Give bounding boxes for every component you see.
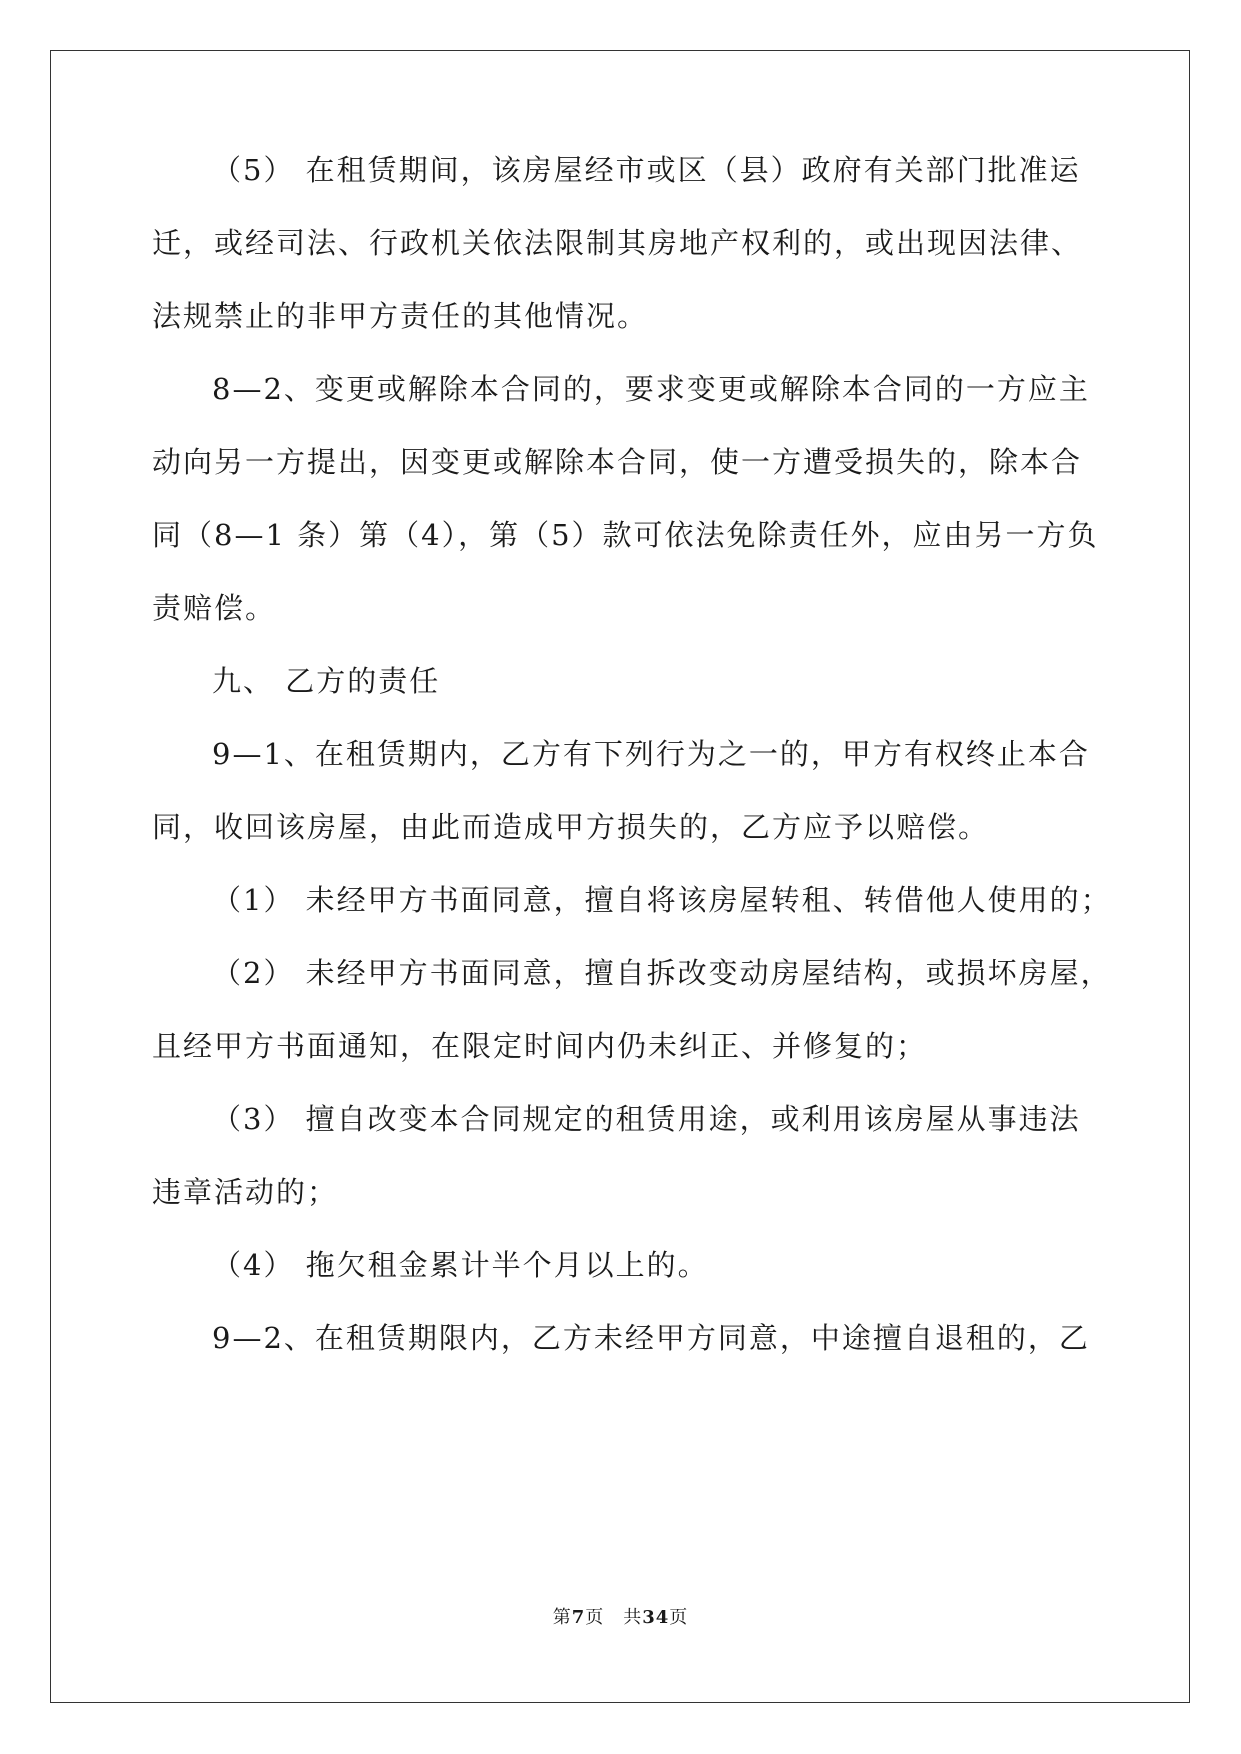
paragraph-line: 同，收回该房屋，由此而造成甲方损失的，乙方应予以赔偿。 [152, 810, 990, 844]
footer-page-number: 7 [571, 1607, 586, 1628]
paragraph-line: 法规禁止的非甲方责任的其他情况。 [152, 299, 649, 333]
paragraph-line: 且经甲方书面通知，在限定时间内仍未纠正、并修复的； [152, 1029, 928, 1063]
paragraph-line: 动向另一方提出，因变更或解除本合同，使一方遭受损失的，除本合 [152, 445, 1083, 479]
paragraph-line: 9—1、在租赁期内，乙方有下列行为之一的，甲方有权终止本合 [212, 737, 1090, 771]
footer-total-pages: 34 [642, 1607, 670, 1628]
paragraph-line: 违章活动的； [152, 1175, 339, 1209]
paragraph-line: （5） 在租赁期间，该房屋经市或区（县）政府有关部门批准运 [212, 153, 1081, 187]
footer-prefix: 第 [552, 1607, 572, 1628]
section-heading: 九、 乙方的责任 [212, 664, 441, 698]
footer-suffix: 页 [669, 1607, 689, 1628]
paragraph-line: 责赔偿。 [152, 591, 277, 625]
paragraph-line: （4） 拖欠租金累计半个月以上的。 [212, 1248, 709, 1282]
paragraph-line: （3） 擅自改变本合同规定的租赁用途，或利用该房屋从事违法 [212, 1102, 1081, 1136]
paragraph-line: 9—2、在租赁期限内，乙方未经甲方同意，中途擅自退租的，乙 [212, 1321, 1090, 1355]
paragraph-line: （2） 未经甲方书面同意，擅自拆改变动房屋结构，或损坏房屋， [212, 956, 1112, 990]
footer-middle: 页 共 [585, 1607, 643, 1628]
paragraph-line: （1） 未经甲方书面同意，擅自将该房屋转租、转借他人使用的； [212, 883, 1112, 917]
paragraph-line: 同（8—1 条）第（4），第（5）款可依法免除责任外，应由另一方负 [152, 518, 1099, 552]
paragraph-line: 迁，或经司法、行政机关依法限制其房地产权利的，或出现因法律、 [152, 226, 1083, 260]
page-footer [0, 1603, 1241, 1629]
paragraph-line: 8—2、变更或解除本合同的，要求变更或解除本合同的一方应主 [212, 372, 1090, 406]
